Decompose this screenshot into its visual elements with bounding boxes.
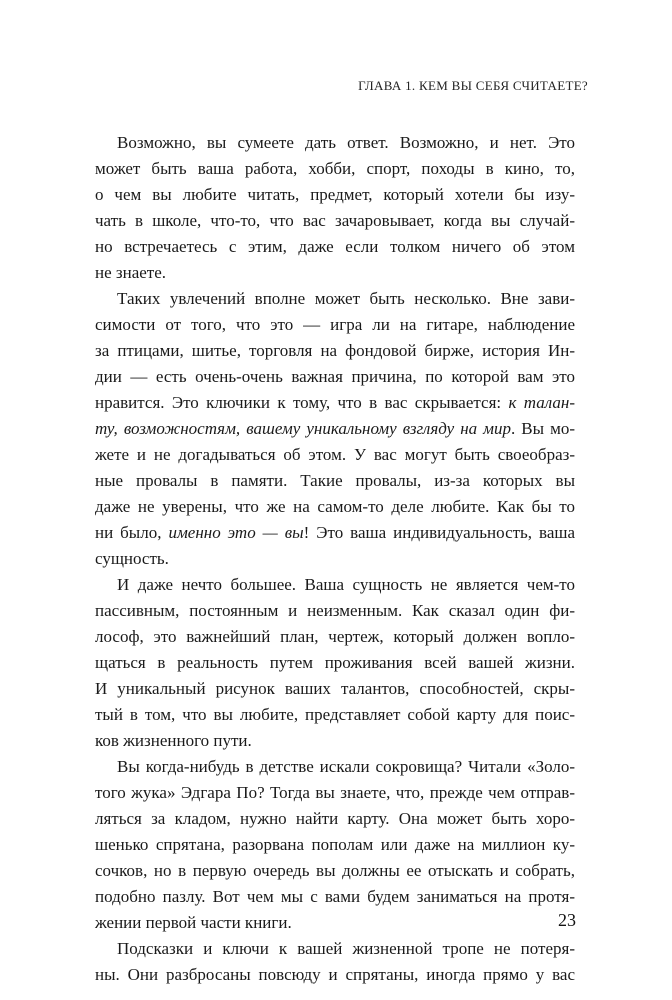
text-line: ны. Они разбросаны повсюду и спрятаны, иногда прямо у вас xyxy=(95,965,575,984)
paragraph-3 xyxy=(95,572,575,754)
text-line: не знаете. xyxy=(95,263,167,282)
text-line: может быть ваша работа, хобби, спорт, походы в кино, то, xyxy=(95,159,575,178)
text-line: жении первой части книги. xyxy=(95,913,292,932)
text-line: за птицами, шитье, торговля на фондовой бирже, история Ин- xyxy=(95,341,575,360)
text-line: того жука» Эдгара По? Тогда вы знаете, что, прежде чем отправ- xyxy=(95,783,575,802)
paragraph-5 xyxy=(95,936,575,988)
text-run: ни было, xyxy=(95,523,169,542)
text-line: дии — есть очень-очень важная причина, по которой вам это xyxy=(95,367,575,386)
text-line xyxy=(95,520,575,546)
text-line: ляться за кладом, нужно найти карту. Она может быть хоро- xyxy=(95,809,575,828)
body-text xyxy=(95,130,575,988)
text-line: Таких увлечений вполне может быть несколько. Вне зави- xyxy=(117,289,575,308)
paragraph-2 xyxy=(95,286,575,572)
text-line: жете и не догадываться об этом. У вас могут быть своеобраз- xyxy=(95,445,575,464)
text-line: сочков, но в первую очередь вы должны ее отыскать и собрать, xyxy=(95,861,575,880)
paragraph-1 xyxy=(95,130,575,286)
text-line: о чем вы любите читать, предмет, который хотели бы изу- xyxy=(95,185,575,204)
text-run: ! Это ваша индивидуальность, ваша xyxy=(303,523,575,542)
text-line: И даже нечто большее. Ваша сущность не является чем-то xyxy=(117,575,575,594)
text-line: Вы когда-нибудь в детстве искали сокровища? Читали «Золо- xyxy=(117,757,575,776)
page-number: 23 xyxy=(558,910,576,930)
text-line: Возможно, вы сумеете дать ответ. Возможно, и нет. Это xyxy=(117,133,575,152)
running-header: ГЛАВА 1. КЕМ ВЫ СЕБЯ СЧИТАЕТЕ? xyxy=(358,78,588,93)
text-line: чать в школе, что-то, что вас зачаровывает, когда вы случай- xyxy=(95,211,575,230)
text-line: щаться в реальность путем проживания всей вашей жизни. xyxy=(95,653,575,672)
italic-run: к талан- xyxy=(508,393,575,412)
text-line: И уникальный рисунок ваших талантов, способностей, скры- xyxy=(95,679,575,698)
text-line: шенько спрятана, разорвана пополам или даже на миллион ку- xyxy=(95,835,575,854)
text-line: сущность. xyxy=(95,549,169,568)
text-line: симости от того, что это — игра ли на гитаре, наблюдение xyxy=(95,315,575,334)
italic-run: именно это — вы xyxy=(168,523,304,542)
paragraph-4 xyxy=(95,754,575,936)
italic-run: вашему уникальному взгляду на мир xyxy=(246,419,512,438)
text-run: нравится. Это ключики к тому, что в вас скрывается: xyxy=(95,393,509,412)
text-line xyxy=(95,416,575,442)
text-line: ков жизненного пути. xyxy=(95,731,252,750)
text-line: пассивным, постоянным и неизменным. Как сказал один фи- xyxy=(95,601,575,620)
text-line: тый в том, что вы любите, представляет собой карту для поис- xyxy=(95,705,575,724)
italic-run: ту, возможностям, xyxy=(95,419,247,438)
text-line: даже не уверены, что же на самом-то деле любите. Как бы то xyxy=(95,497,575,516)
text-line: подобно пазлу. Вот чем мы с вами будем заниматься на протя- xyxy=(95,887,575,906)
text-line xyxy=(95,390,575,416)
text-run: . Вы мо- xyxy=(511,419,576,438)
text-line: но встречаетесь с этим, даже если толком ничего об этом xyxy=(95,237,575,256)
text-line: Подсказки и ключи к вашей жизненной тропе не потеря- xyxy=(117,939,575,958)
text-line: лософ, это важнейший план, чертеж, который должен вопло- xyxy=(95,627,575,646)
text-line: ные провалы в памяти. Такие провалы, из-за которых вы xyxy=(95,471,575,490)
